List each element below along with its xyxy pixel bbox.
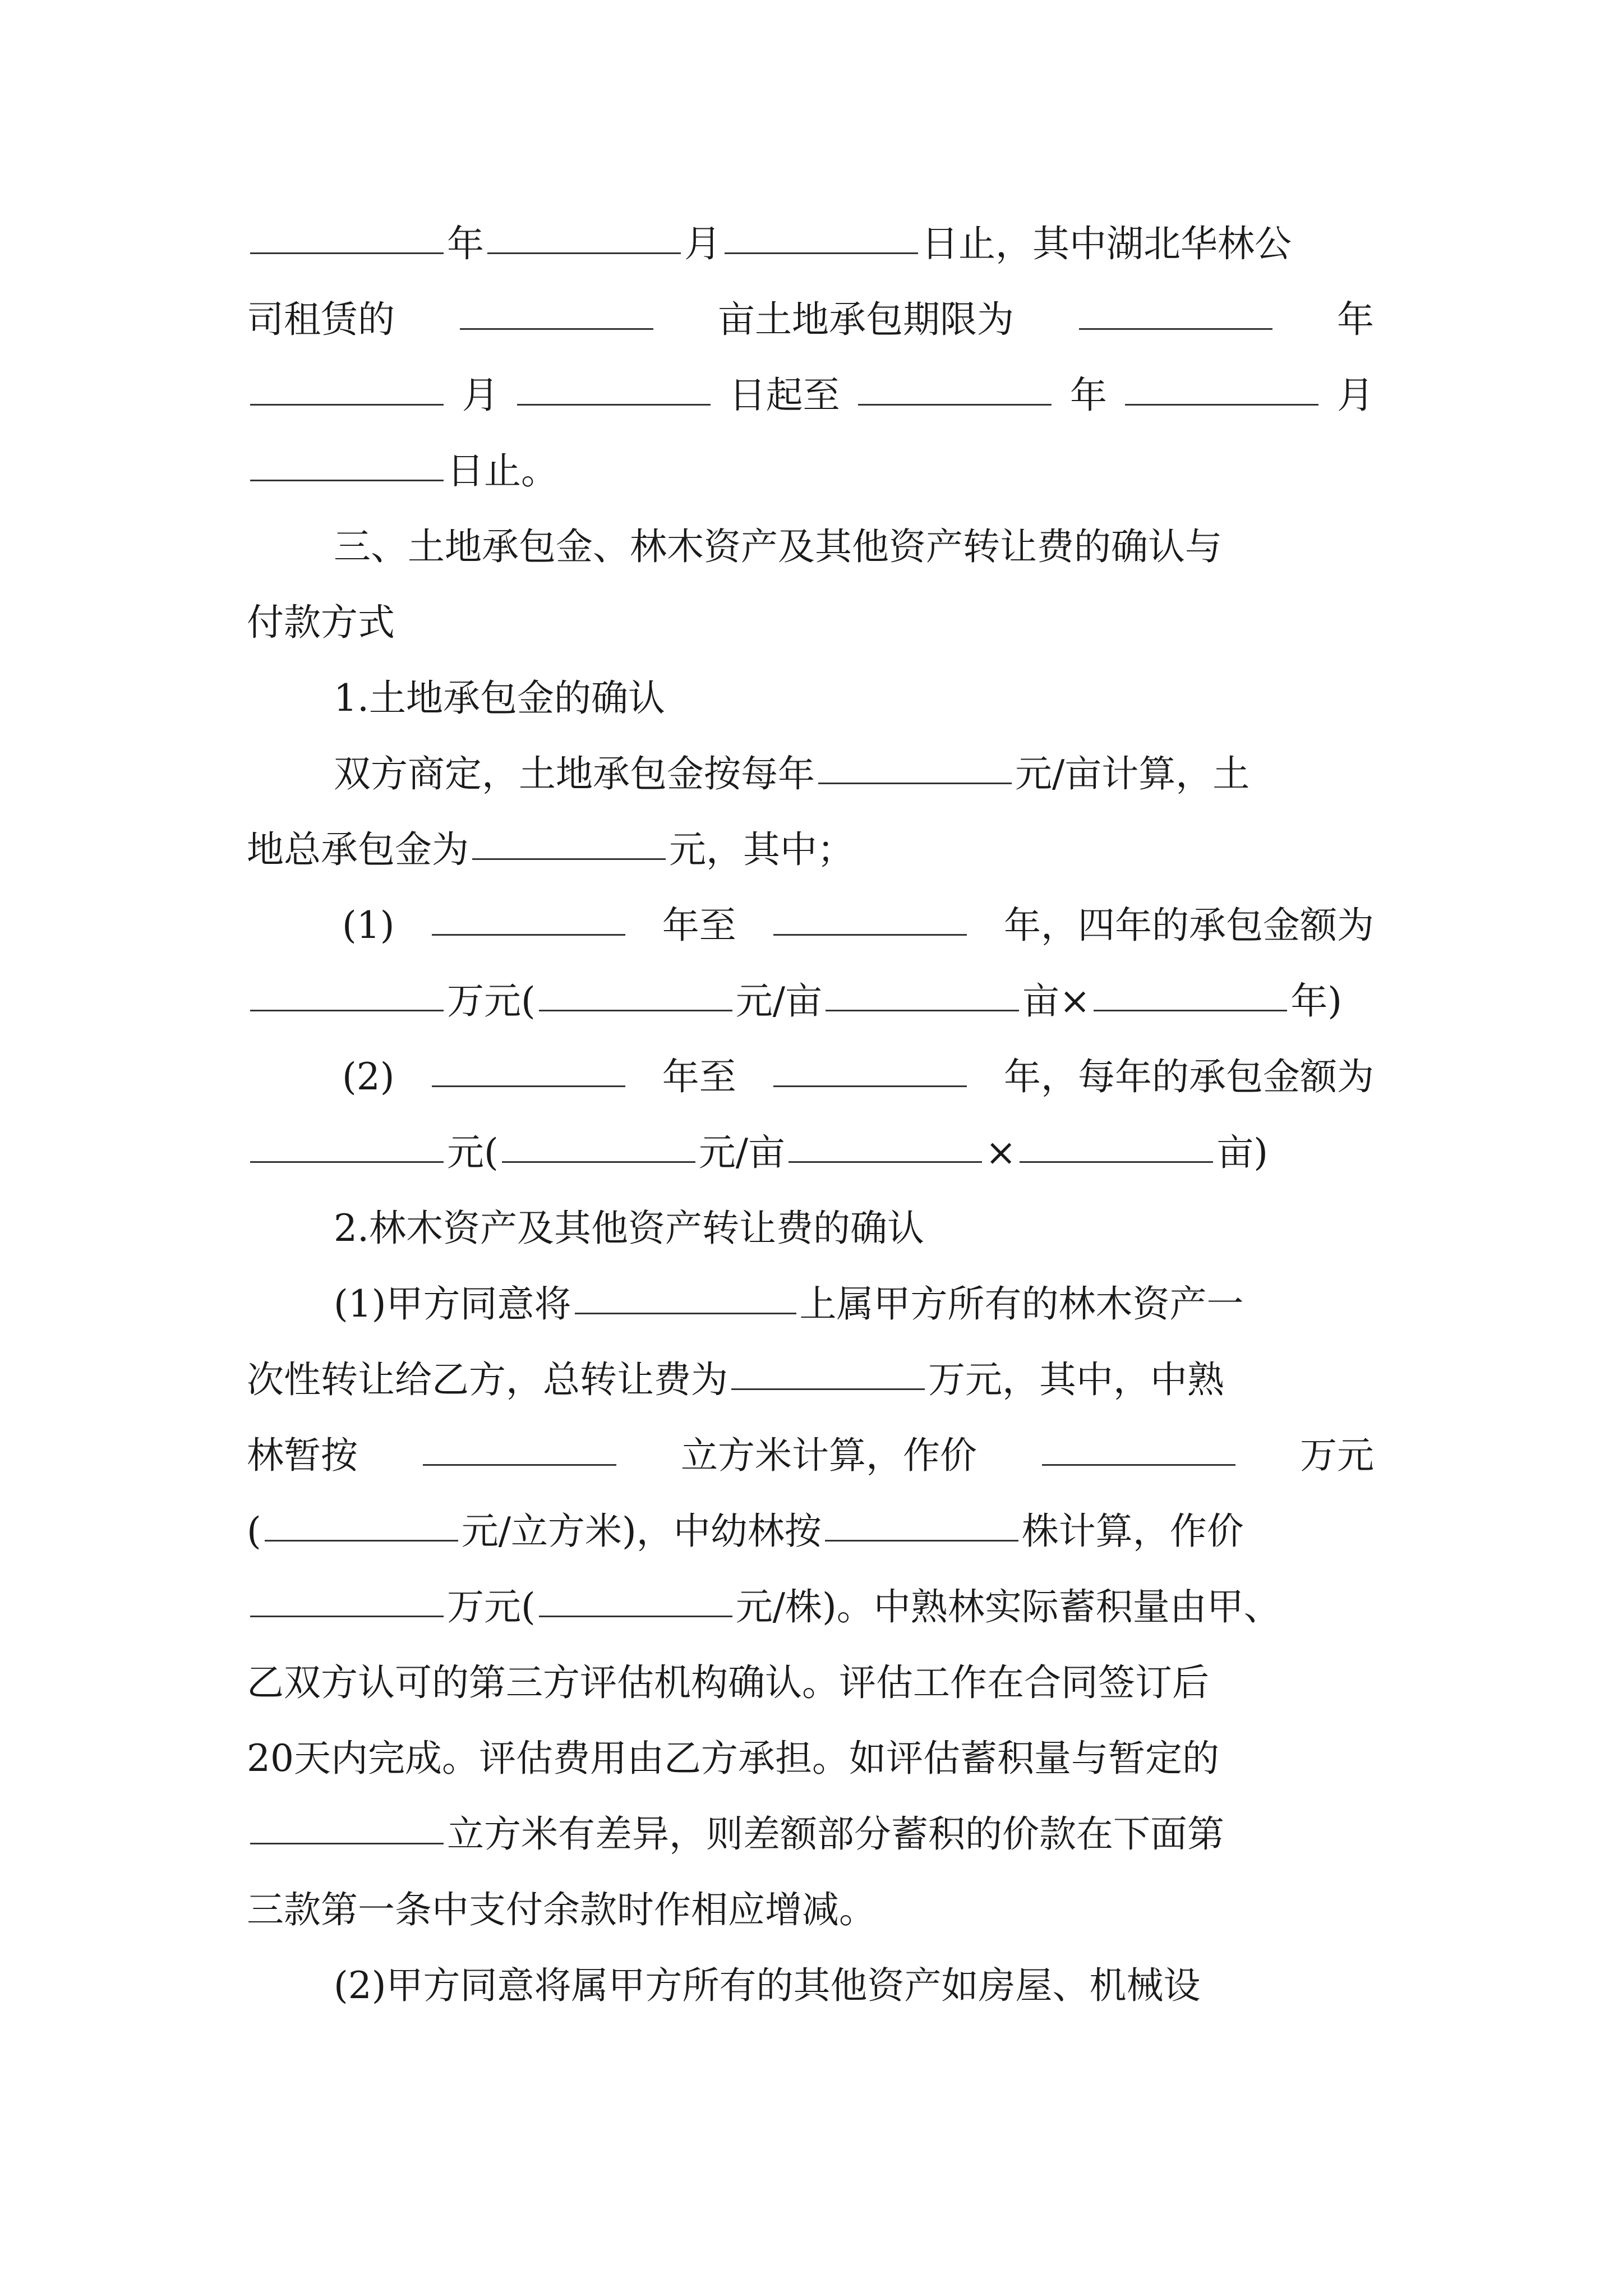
section-heading: 三、土地承包金、林木资产及其他资产转让费的确认与 bbox=[334, 525, 1222, 568]
fill-blank[interactable] bbox=[265, 1506, 458, 1542]
fill-blank[interactable] bbox=[1020, 1128, 1213, 1163]
fill-blank[interactable] bbox=[250, 1128, 444, 1163]
fill-blank[interactable] bbox=[825, 1506, 1018, 1542]
fill-blank[interactable] bbox=[1125, 370, 1318, 406]
text-line: 万元( 元/亩 亩× 年) bbox=[247, 970, 1374, 1032]
fill-blank[interactable] bbox=[539, 976, 732, 1011]
fill-blank[interactable] bbox=[472, 825, 666, 860]
text-line: 日止。 bbox=[247, 440, 1374, 502]
text-line: 次性转让给乙方，总转让费为 万元，其中，中熟 bbox=[247, 1349, 1374, 1411]
text-line: 月 日起至 年 月 bbox=[247, 365, 1374, 426]
fill-blank[interactable] bbox=[539, 1582, 732, 1617]
fill-blank[interactable] bbox=[826, 976, 1019, 1011]
subsection-heading: 2.林木资产及其他资产转让费的确认 bbox=[334, 1207, 924, 1250]
fill-blank[interactable] bbox=[1042, 1430, 1235, 1466]
text-line: 双方商定，土地承包金按每年 元/亩计算，土 bbox=[334, 743, 1374, 805]
text-line: (1)甲方同意将 上属甲方所有的林木资产一 bbox=[334, 1273, 1374, 1335]
text-line: (1) 年至 年，四年的承包金额为 bbox=[342, 895, 1374, 956]
fill-blank[interactable] bbox=[432, 900, 625, 936]
text-line: 林暂按 立方米计算，作价 万元 bbox=[247, 1425, 1374, 1487]
fill-blank[interactable] bbox=[487, 219, 681, 254]
text-line: 地总承包金为 元，其中； bbox=[247, 819, 1374, 881]
text-line: 三款第一条中支付余款时作相应增减。 bbox=[247, 1888, 876, 1931]
text-line: 立方米有差异，则差额部分蓄积的价款在下面第 bbox=[247, 1803, 1374, 1865]
text-line: 元( 元/亩 × 亩) bbox=[247, 1122, 1374, 1184]
fill-blank[interactable] bbox=[432, 1052, 625, 1087]
text-line: 年 月 日止，其中湖北华林公 bbox=[247, 213, 1374, 275]
fill-blank[interactable] bbox=[423, 1430, 616, 1466]
text-line: ( 元/立方米)，中幼林按 株计算，作价 bbox=[247, 1501, 1374, 1562]
text-line: 司租赁的 亩土地承包期限为 年 bbox=[247, 289, 1374, 351]
fill-blank[interactable] bbox=[502, 1128, 695, 1163]
fill-blank[interactable] bbox=[250, 219, 444, 254]
fill-blank[interactable] bbox=[250, 1809, 444, 1844]
text-line: 万元( 元/株)。中熟林实际蓄积量由甲、 bbox=[247, 1576, 1374, 1638]
fill-blank[interactable] bbox=[460, 295, 653, 330]
fill-blank[interactable] bbox=[1094, 976, 1287, 1011]
fill-blank[interactable] bbox=[725, 219, 918, 254]
text-line: 乙双方认可的第三方评估机构确认。评估工作在合同签订后 bbox=[247, 1661, 1209, 1704]
fill-blank[interactable] bbox=[250, 976, 444, 1011]
fill-blank[interactable] bbox=[773, 900, 967, 936]
fill-blank[interactable] bbox=[250, 370, 444, 406]
fill-blank[interactable] bbox=[517, 370, 711, 406]
subsection-heading: 1.土地承包金的确认 bbox=[334, 677, 665, 720]
fill-blank[interactable] bbox=[1079, 295, 1272, 330]
fill-blank[interactable] bbox=[818, 749, 1012, 784]
fill-blank[interactable] bbox=[789, 1128, 982, 1163]
text-line: 20天内完成。评估费用由乙方承担。如评估蓄积量与暂定的 bbox=[247, 1737, 1219, 1780]
fill-blank[interactable] bbox=[250, 1582, 444, 1617]
fill-blank[interactable] bbox=[773, 1052, 967, 1087]
text-line: (2) 年至 年，每年的承包金额为 bbox=[342, 1046, 1374, 1108]
fill-blank[interactable] bbox=[858, 370, 1052, 406]
fill-blank[interactable] bbox=[250, 446, 444, 481]
text-line: (2)甲方同意将属甲方所有的其他资产如房屋、机械设 bbox=[334, 1964, 1201, 2007]
section-heading-cont: 付款方式 bbox=[247, 601, 395, 644]
fill-blank[interactable] bbox=[575, 1279, 796, 1314]
fill-blank[interactable] bbox=[731, 1355, 925, 1390]
